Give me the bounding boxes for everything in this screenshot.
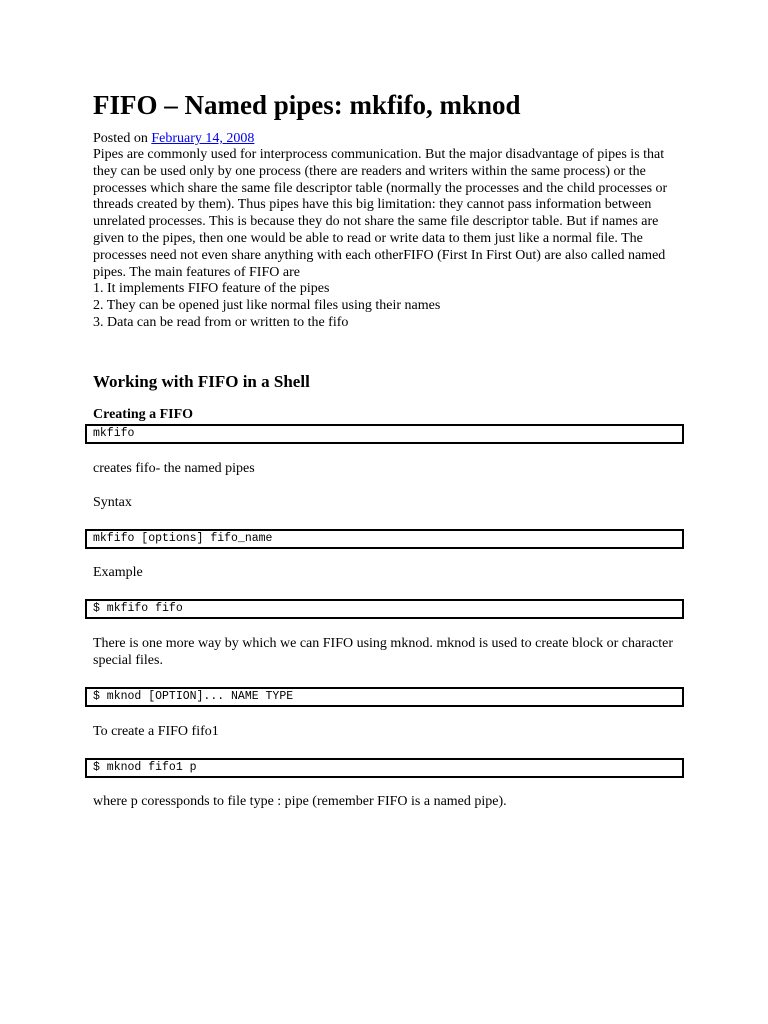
page-title: FIFO – Named pipes: mkfifo, mknod [93, 90, 521, 120]
text-create-fifo1: To create a FIFO fifo1 [93, 724, 219, 739]
posted-prefix: Posted on [93, 131, 148, 146]
intro-paragraph: Pipes are commonly used for interprocess communication. But the major disadvantage of pipes is that they can be used only by one process (there are readers and writers within the same process) or the processes which share the same file descriptor table (normally the processes and the child processes or threads created by them). Thus pipes have this big limitation: they cannot pass information between unrelated processes. This is because they do not share the same file descriptor table. But if names are given to the pipes, then one would be able to read or write data to them just like a normal file. The processes need not even share anything with each otherFIFO (First In First Out) are also called named pipes. The main features of FIFO are [93, 147, 668, 280]
post-date-link[interactable]: February 14, 2008 [151, 131, 255, 146]
code-block-mknod-example: $ mknod fifo1 p [85, 758, 684, 778]
text-creates: creates fifo- the named pipes [93, 461, 255, 476]
intro-section [93, 147, 684, 332]
section-heading: Working with FIFO in a Shell [93, 372, 310, 391]
feature-item-3: 3. Data can be read from or written to the fifo [93, 314, 349, 330]
text-mknod: There is one more way by which we can FIFO using mknod. mknod is used to create block or character special files. [93, 636, 674, 668]
code-block-mkfifo: mkfifo [85, 424, 684, 444]
text-syntax: Syntax [93, 495, 132, 510]
code-block-syntax: mkfifo [options] fifo_name [85, 529, 684, 549]
post-meta [93, 130, 254, 147]
feature-item-1: 1. It implements FIFO feature of the pipes [93, 281, 330, 297]
code-block-mknod-syntax: $ mknod [OPTION]... NAME TYPE [85, 687, 684, 707]
feature-item-2: 2. They can be opened just like normal files using their names [93, 298, 441, 314]
code-block-example: $ mkfifo fifo [85, 599, 684, 619]
text-where-p: where p coressponds to file type : pipe (remember FIFO is a named pipe). [93, 794, 507, 809]
subsection-heading: Creating a FIFO [93, 407, 194, 422]
text-example: Example [93, 565, 143, 580]
